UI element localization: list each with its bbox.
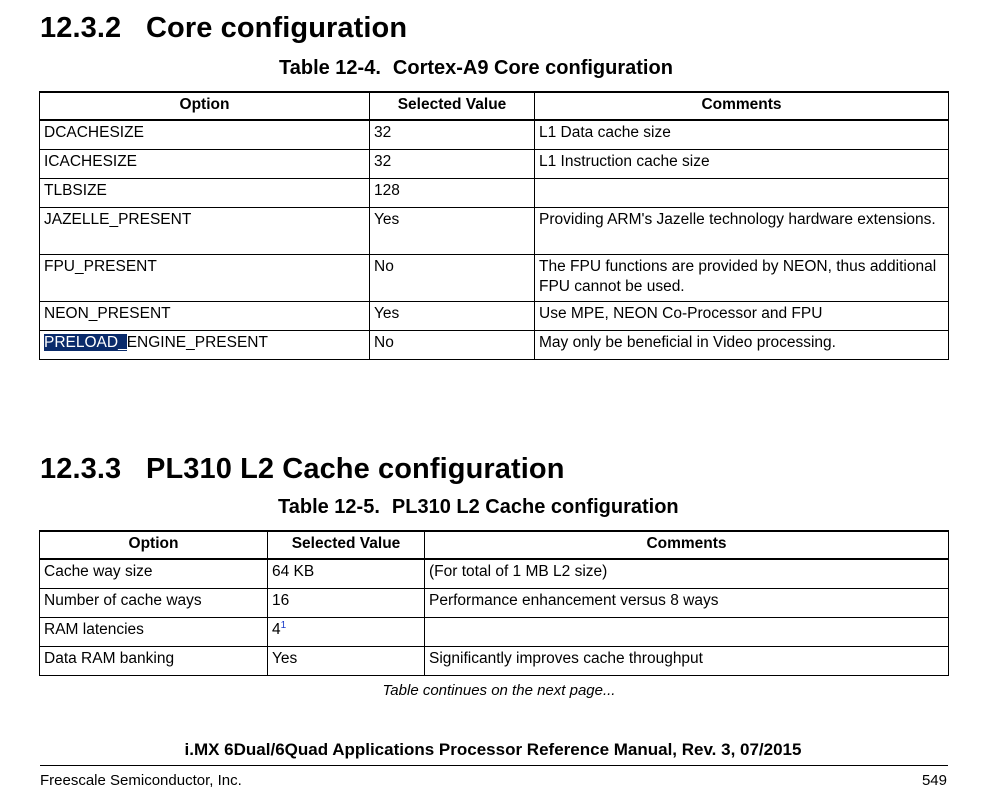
value-cell: Yes bbox=[268, 647, 425, 676]
option-cell: TLBSIZE bbox=[40, 179, 370, 208]
section-heading-l2-cache-config bbox=[40, 453, 565, 486]
table-row bbox=[40, 331, 949, 360]
option-cell[interactable] bbox=[40, 331, 370, 360]
table-row bbox=[40, 302, 949, 331]
table-caption-title: PL310 L2 Cache configuration bbox=[391, 496, 679, 518]
section-title: Core configuration bbox=[146, 12, 408, 44]
option-cell: DCACHESIZE bbox=[40, 120, 370, 150]
value-cell: No bbox=[370, 255, 535, 302]
table-row bbox=[40, 179, 949, 208]
table-row bbox=[40, 589, 949, 618]
value-cell: Yes bbox=[370, 208, 535, 255]
value-text: 4 bbox=[272, 621, 281, 638]
table-row bbox=[40, 647, 949, 676]
option-cell: Cache way size bbox=[40, 559, 268, 589]
table-row bbox=[40, 208, 949, 255]
option-cell: JAZELLE_PRESENT bbox=[40, 208, 370, 255]
comment-cell: May only be beneficial in Video processing. bbox=[535, 331, 949, 360]
table-row bbox=[40, 150, 949, 179]
comment-cell: Use MPE, NEON Co-Processor and FPU bbox=[535, 302, 949, 331]
option-text-rest: ENGINE_PRESENT bbox=[126, 334, 268, 351]
column-header-selected-value: Selected Value bbox=[370, 92, 535, 120]
option-cell: ICACHESIZE bbox=[40, 150, 370, 179]
comment-cell: Performance enhancement versus 8 ways bbox=[425, 589, 949, 618]
table-caption-12-5 bbox=[278, 496, 679, 519]
section-heading-core-config bbox=[40, 12, 407, 45]
comment-cell: L1 Instruction cache size bbox=[535, 150, 949, 179]
table-caption-12-4 bbox=[279, 57, 673, 80]
comment-cell: Providing ARM's Jazelle technology hardware extensions. bbox=[535, 208, 949, 255]
table-header-row bbox=[40, 531, 949, 559]
value-cell: 32 bbox=[370, 120, 535, 150]
option-cell: Data RAM banking bbox=[40, 647, 268, 676]
table-header-row bbox=[40, 92, 949, 120]
footer-company: Freescale Semiconductor, Inc. bbox=[40, 772, 242, 789]
comment-cell: Significantly improves cache throughput bbox=[425, 647, 949, 676]
footer-divider bbox=[40, 765, 948, 766]
table-row bbox=[40, 120, 949, 150]
table-row bbox=[40, 255, 949, 302]
table-continues-note: Table continues on the next page... bbox=[382, 682, 616, 699]
comment-cell: The FPU functions are provided by NEON, thus additional FPU cannot be used. bbox=[535, 255, 949, 302]
footnote-link[interactable]: 1 bbox=[280, 620, 287, 631]
value-cell bbox=[268, 618, 425, 647]
value-cell: 128 bbox=[370, 179, 535, 208]
option-cell: RAM latencies bbox=[40, 618, 268, 647]
column-header-option: Option bbox=[40, 531, 268, 559]
table-caption-label: Table 12-5. bbox=[278, 496, 380, 518]
section-number: 12.3.3 bbox=[40, 453, 122, 485]
cortex-a9-config-table bbox=[39, 91, 949, 360]
section-number: 12.3.2 bbox=[40, 12, 122, 44]
column-header-comments: Comments bbox=[535, 92, 949, 120]
value-cell: No bbox=[370, 331, 535, 360]
column-header-comments: Comments bbox=[425, 531, 949, 559]
option-cell: NEON_PRESENT bbox=[40, 302, 370, 331]
comment-cell: L1 Data cache size bbox=[535, 120, 949, 150]
table-row bbox=[40, 618, 949, 647]
option-cell: FPU_PRESENT bbox=[40, 255, 370, 302]
value-cell: Yes bbox=[370, 302, 535, 331]
page-number: 549 bbox=[921, 772, 947, 789]
manual-title: i.MX 6Dual/6Quad Applications Processor Reference Manual, Rev. 3, 07/2015 bbox=[184, 740, 802, 759]
option-cell: Number of cache ways bbox=[40, 589, 268, 618]
pl310-l2-cache-table bbox=[39, 530, 949, 676]
comment-cell bbox=[425, 618, 949, 647]
column-header-option: Option bbox=[40, 92, 370, 120]
section-title: PL310 L2 Cache configuration bbox=[146, 453, 565, 485]
table-caption-label: Table 12-4. bbox=[279, 57, 381, 79]
value-cell: 64 KB bbox=[268, 559, 425, 589]
selected-text-highlight[interactable]: PRELOAD_ bbox=[44, 334, 127, 351]
value-cell: 16 bbox=[268, 589, 425, 618]
table-row bbox=[40, 559, 949, 589]
comment-cell: (For total of 1 MB L2 size) bbox=[425, 559, 949, 589]
value-cell: 32 bbox=[370, 150, 535, 179]
column-header-selected-value: Selected Value bbox=[268, 531, 425, 559]
table-caption-title: Cortex-A9 Core configuration bbox=[392, 57, 673, 79]
comment-cell bbox=[535, 179, 949, 208]
